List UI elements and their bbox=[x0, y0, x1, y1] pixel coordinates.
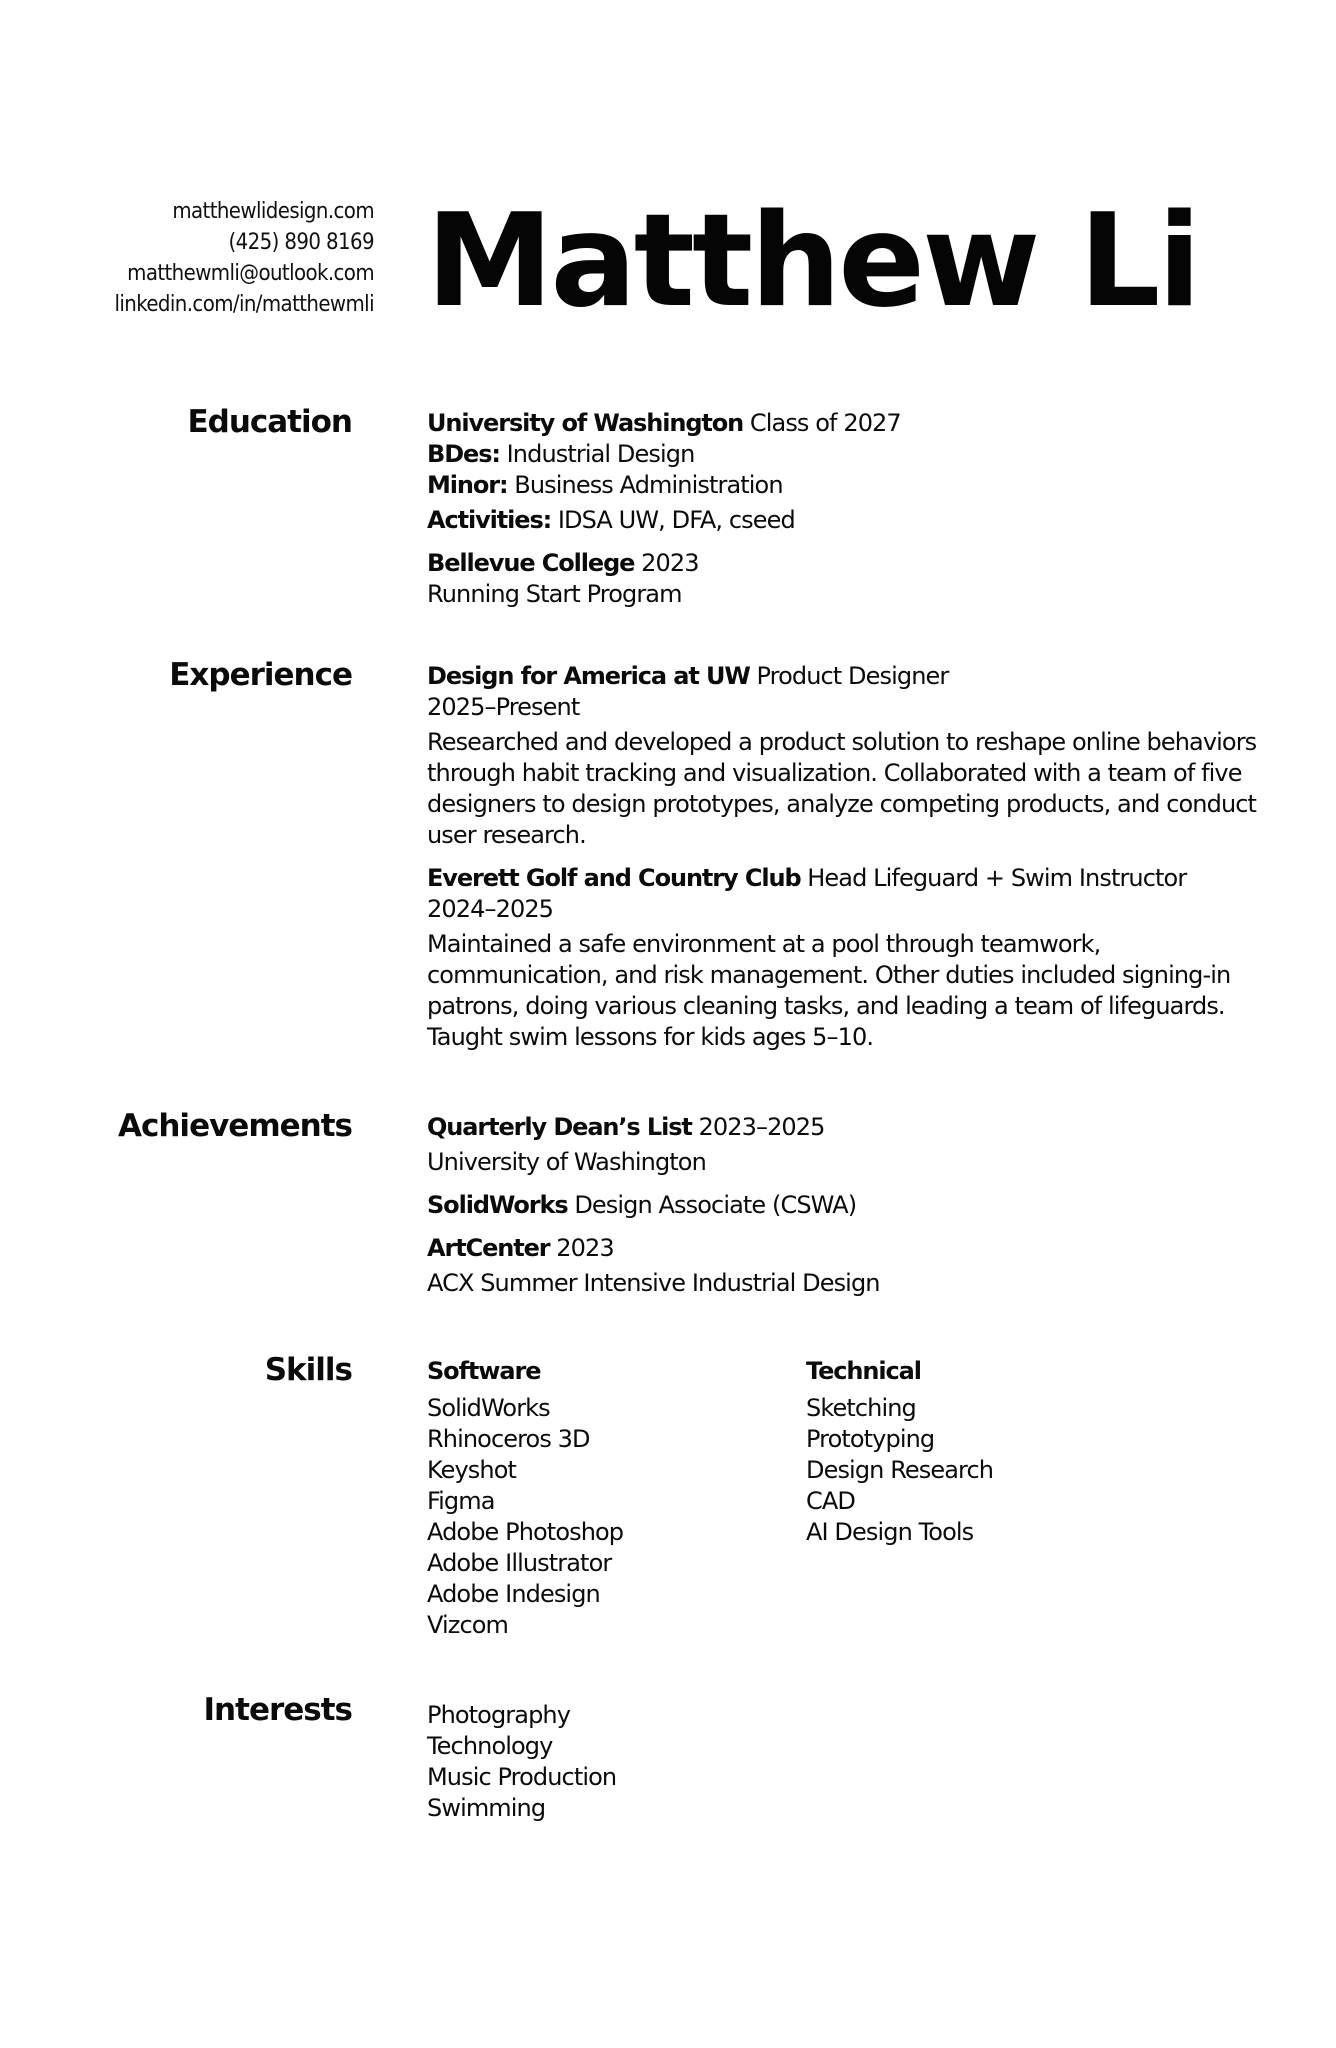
degree-label: BDes: bbox=[427, 440, 500, 468]
job-title-line bbox=[427, 863, 1307, 894]
skill-item: Adobe Illustrator bbox=[427, 1549, 612, 1577]
resume-name: Matthew Li bbox=[426, 187, 1199, 336]
skill-item: Design Research bbox=[806, 1456, 994, 1484]
school-line bbox=[427, 408, 1307, 439]
skill-item: Sketching bbox=[806, 1394, 916, 1422]
achievement-name: SolidWorks bbox=[427, 1191, 568, 1219]
interest-item: Swimming bbox=[427, 1794, 546, 1822]
phone-number: (425) 890 8169 bbox=[228, 230, 374, 255]
section-title-skills: Skills bbox=[264, 1352, 352, 1388]
skill-item: Keyshot bbox=[427, 1456, 517, 1484]
section-title-education: Education bbox=[187, 404, 352, 440]
activities-line bbox=[427, 505, 1307, 536]
achievement-entry bbox=[427, 1190, 1307, 1221]
school-detail: Class of 2027 bbox=[749, 409, 901, 437]
minor-label: Minor: bbox=[427, 471, 508, 499]
minor-line bbox=[427, 470, 1307, 501]
org-name: Design for America at UW bbox=[427, 662, 750, 690]
skill-item: Adobe Photoshop bbox=[427, 1518, 624, 1546]
email-link[interactable]: matthewmli@outlook.com bbox=[127, 261, 374, 286]
job-dates: 2025–Present bbox=[427, 693, 580, 721]
achievement-line bbox=[427, 1233, 1307, 1264]
program-line: Running Start Program bbox=[427, 580, 682, 608]
school-detail: 2023 bbox=[641, 549, 699, 577]
section-title-achievements: Achievements bbox=[118, 1108, 352, 1144]
degree-value: Industrial Design bbox=[506, 440, 695, 468]
achievement-name: Quarterly Dean’s List bbox=[427, 1113, 692, 1141]
job-description: Maintained a safe environment at a pool through teamwork, communication, and risk management. Other duties included signing-in patrons, doing various cleaning tasks, and leading a team of lifeguards. Taught swim lessons for kids ages 5–10. bbox=[427, 930, 1231, 1051]
interest-item: Photography bbox=[427, 1701, 571, 1729]
experience-body bbox=[427, 661, 1307, 1068]
skill-item: CAD bbox=[806, 1487, 855, 1515]
section-title-experience: Experience bbox=[169, 657, 352, 693]
job-role: Head Lifeguard + Swim Instructor bbox=[807, 864, 1187, 892]
achievement-sub: ACX Summer Intensive Industrial Design bbox=[427, 1269, 880, 1297]
skill-item: Rhinoceros 3D bbox=[427, 1425, 590, 1453]
contact-info bbox=[115, 196, 375, 320]
skills-technical-column bbox=[806, 1356, 993, 1548]
job-title-line bbox=[427, 661, 1307, 692]
school-name: Bellevue College bbox=[427, 549, 635, 577]
skill-item: Prototyping bbox=[806, 1425, 935, 1453]
school-line bbox=[427, 548, 1307, 579]
education-entry bbox=[427, 548, 1307, 610]
achievement-detail: 2023–2025 bbox=[698, 1113, 825, 1141]
job-dates: 2024–2025 bbox=[427, 895, 554, 923]
achievement-entry bbox=[427, 1233, 1307, 1299]
education-entry bbox=[427, 408, 1307, 536]
skills-software-heading: Software bbox=[427, 1357, 541, 1385]
minor-value: Business Administration bbox=[514, 471, 783, 499]
skill-item: AI Design Tools bbox=[806, 1518, 974, 1546]
website-link[interactable]: matthewlidesign.com bbox=[172, 199, 374, 224]
experience-entry bbox=[427, 863, 1307, 1053]
activities-value: IDSA UW, DFA, cseed bbox=[557, 506, 795, 534]
achievement-sub: University of Washington bbox=[427, 1148, 706, 1176]
experience-entry bbox=[427, 661, 1307, 851]
linkedin-link[interactable]: linkedin.com/in/matthewmli bbox=[114, 292, 374, 317]
job-role: Product Designer bbox=[756, 662, 949, 690]
achievement-line bbox=[427, 1112, 1307, 1143]
interests-body bbox=[427, 1700, 1307, 1824]
education-body bbox=[427, 408, 1307, 625]
achievement-entry bbox=[427, 1112, 1307, 1178]
skills-technical-heading: Technical bbox=[806, 1357, 921, 1385]
school-name: University of Washington bbox=[427, 409, 744, 437]
job-description: Researched and developed a product solution to reshape online behaviors through habit tracking and visualization. Collaborated with a team of five designers to design prototypes, analyze competing products, and conduct user research. bbox=[427, 728, 1257, 849]
skill-item: Vizcom bbox=[427, 1611, 509, 1639]
activities-label: Activities: bbox=[427, 506, 552, 534]
interest-item: Music Production bbox=[427, 1763, 617, 1791]
skill-item: Adobe Indesign bbox=[427, 1580, 600, 1608]
skills-software-column bbox=[427, 1356, 623, 1641]
degree-line bbox=[427, 439, 1307, 470]
org-name: Everett Golf and Country Club bbox=[427, 864, 801, 892]
interest-item: Technology bbox=[427, 1732, 553, 1760]
skill-item: Figma bbox=[427, 1487, 495, 1515]
skill-item: SolidWorks bbox=[427, 1394, 550, 1422]
section-title-interests: Interests bbox=[203, 1692, 352, 1728]
achievement-line bbox=[427, 1190, 1307, 1221]
achievement-name: ArtCenter bbox=[427, 1234, 550, 1262]
achievement-detail: Design Associate (CSWA) bbox=[574, 1191, 857, 1219]
achievements-body bbox=[427, 1112, 1307, 1314]
achievement-detail: 2023 bbox=[556, 1234, 614, 1262]
